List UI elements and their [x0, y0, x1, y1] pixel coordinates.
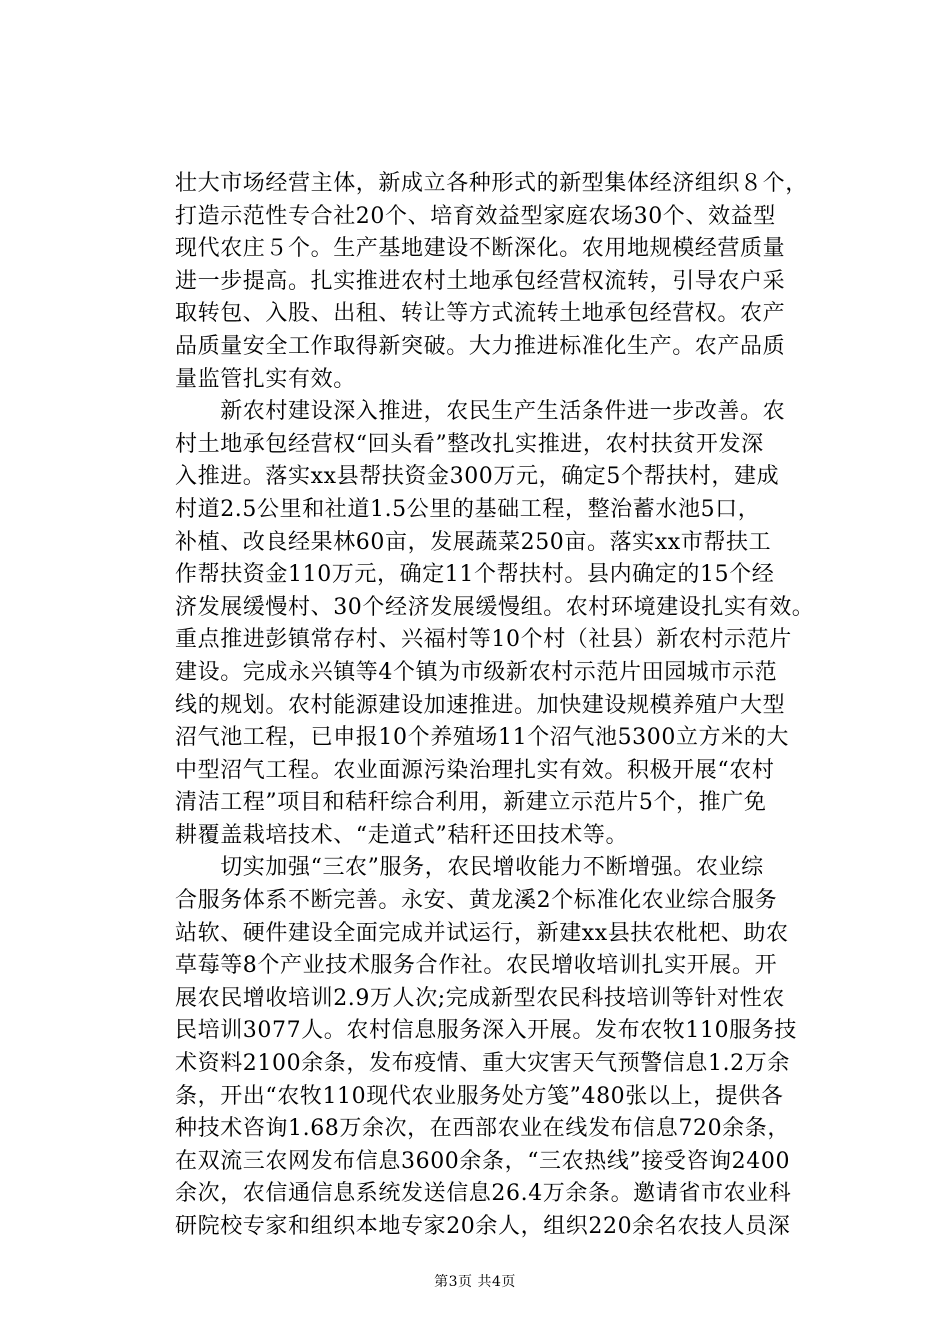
text-line: 村道2.5公里和社道1.5公里的基础工程，整治蓄水池5口， — [175, 496, 761, 522]
text-line: 在双流三农网发布信息3600余条，“三农热线”接受咨询2400 — [175, 1148, 791, 1174]
text-line: 草莓等8个产业技术服务合作社。农民增收培训扎实开展。开 — [175, 953, 778, 979]
text-line: 站软、硬件建设全面完成并试运行，新建xx县扶农枇杷、助农 — [175, 920, 789, 946]
text-line: 品质量安全工作取得新突破。大力推进标准化生产。农产品质 — [175, 333, 786, 359]
text-line: 余次，农信通信息系统发送信息26.4万余条。邀请省市农业科 — [175, 1181, 792, 1207]
text-line: 重点推进彭镇常存村、兴福村等10个村（社县）新农村示范片 — [175, 627, 792, 653]
text-line: 村土地承包经营权“回头看”整改扎实推进，农村扶贫开发深 — [175, 431, 764, 457]
text-line: 补植、改良经果林60亩，发展蔬菜250亩。落实xx市帮扶工 — [175, 529, 772, 555]
text-line: 现代农庄５个。生产基地建设不断深化。农用地规模经营质量 — [175, 236, 786, 262]
text-line: 线的规划。农村能源建设加速推进。加快建设规模养殖户大型 — [175, 692, 786, 718]
text-line: 清洁工程”项目和秸秆综合利用，新建立示范片5个，推广免 — [175, 790, 767, 816]
text-line: 切实加强“三农”服务，农民增收能力不断增强。农业综 — [175, 855, 764, 881]
text-line: 民培训3077人。农村信息服务深入开展。发布农牧110服务技 — [175, 1018, 797, 1044]
text-line: 沼气池工程，已申报10个养殖场11个沼气池5300立方米的大 — [175, 725, 789, 751]
text-line: 入推进。落实xx县帮扶资金300万元，确定5个帮扶村，建成 — [175, 464, 780, 490]
text-line: 壮大市场经营主体，新成立各种形式的新型集体经济组织８个， — [175, 171, 808, 196]
text-line: 作帮扶资金110万元，确定11个帮扶村。县内确定的15个经 — [175, 562, 775, 588]
text-line: 进一步提高。扎实推进农村土地承包经营权流转，引导农户采 — [175, 268, 786, 294]
text-line: 合服务体系不断完善。永安、黄龙溪2个标准化农业综合服务 — [175, 888, 778, 914]
text-line: 量监管扎实有效。 — [175, 366, 356, 392]
page-footer: 第3页 共4页 — [434, 1274, 516, 1290]
text-line: 中型沼气工程。农业面源污染治理扎实有效。积极开展“农村 — [175, 757, 775, 783]
text-line: 建设。完成永兴镇等4个镇为市级新农村示范片田园城市示范 — [175, 659, 778, 685]
text-line: 术资料2100余条，发布疫情、重大灾害天气预警信息1.2万余 — [175, 1051, 790, 1077]
document-body — [175, 168, 865, 1244]
text-line: 种技术咨询1.68万余次，在西部农业在线发布信息720余条， — [175, 1116, 790, 1142]
text-line: 研院校专家和组织本地专家20余人，组织220余名农技人员深 — [175, 1214, 791, 1239]
text-line: 取转包、入股、出租、转让等方式流转土地承包经营权。农产 — [175, 301, 786, 327]
text-line: 打造示范性专合社20个、培育效益型家庭农场30个、效益型 — [175, 203, 776, 229]
text-line: 耕覆盖栽培技术、“走道式”秸秆还田技术等。 — [175, 822, 629, 848]
text-line: 条，开出“农牧110现代农业服务处方笺”480张以上，提供各 — [175, 1083, 784, 1109]
text-line: 新农村建设深入推进，农民生产生活条件进一步改善。农 — [175, 399, 786, 425]
text-line: 济发展缓慢村、30个经济发展缓慢组。农村环境建设扎实有效。 — [175, 594, 815, 620]
text-line: 展农民增收培训2.9万人次;完成新型农民科技培训等针对性农 — [175, 985, 785, 1011]
